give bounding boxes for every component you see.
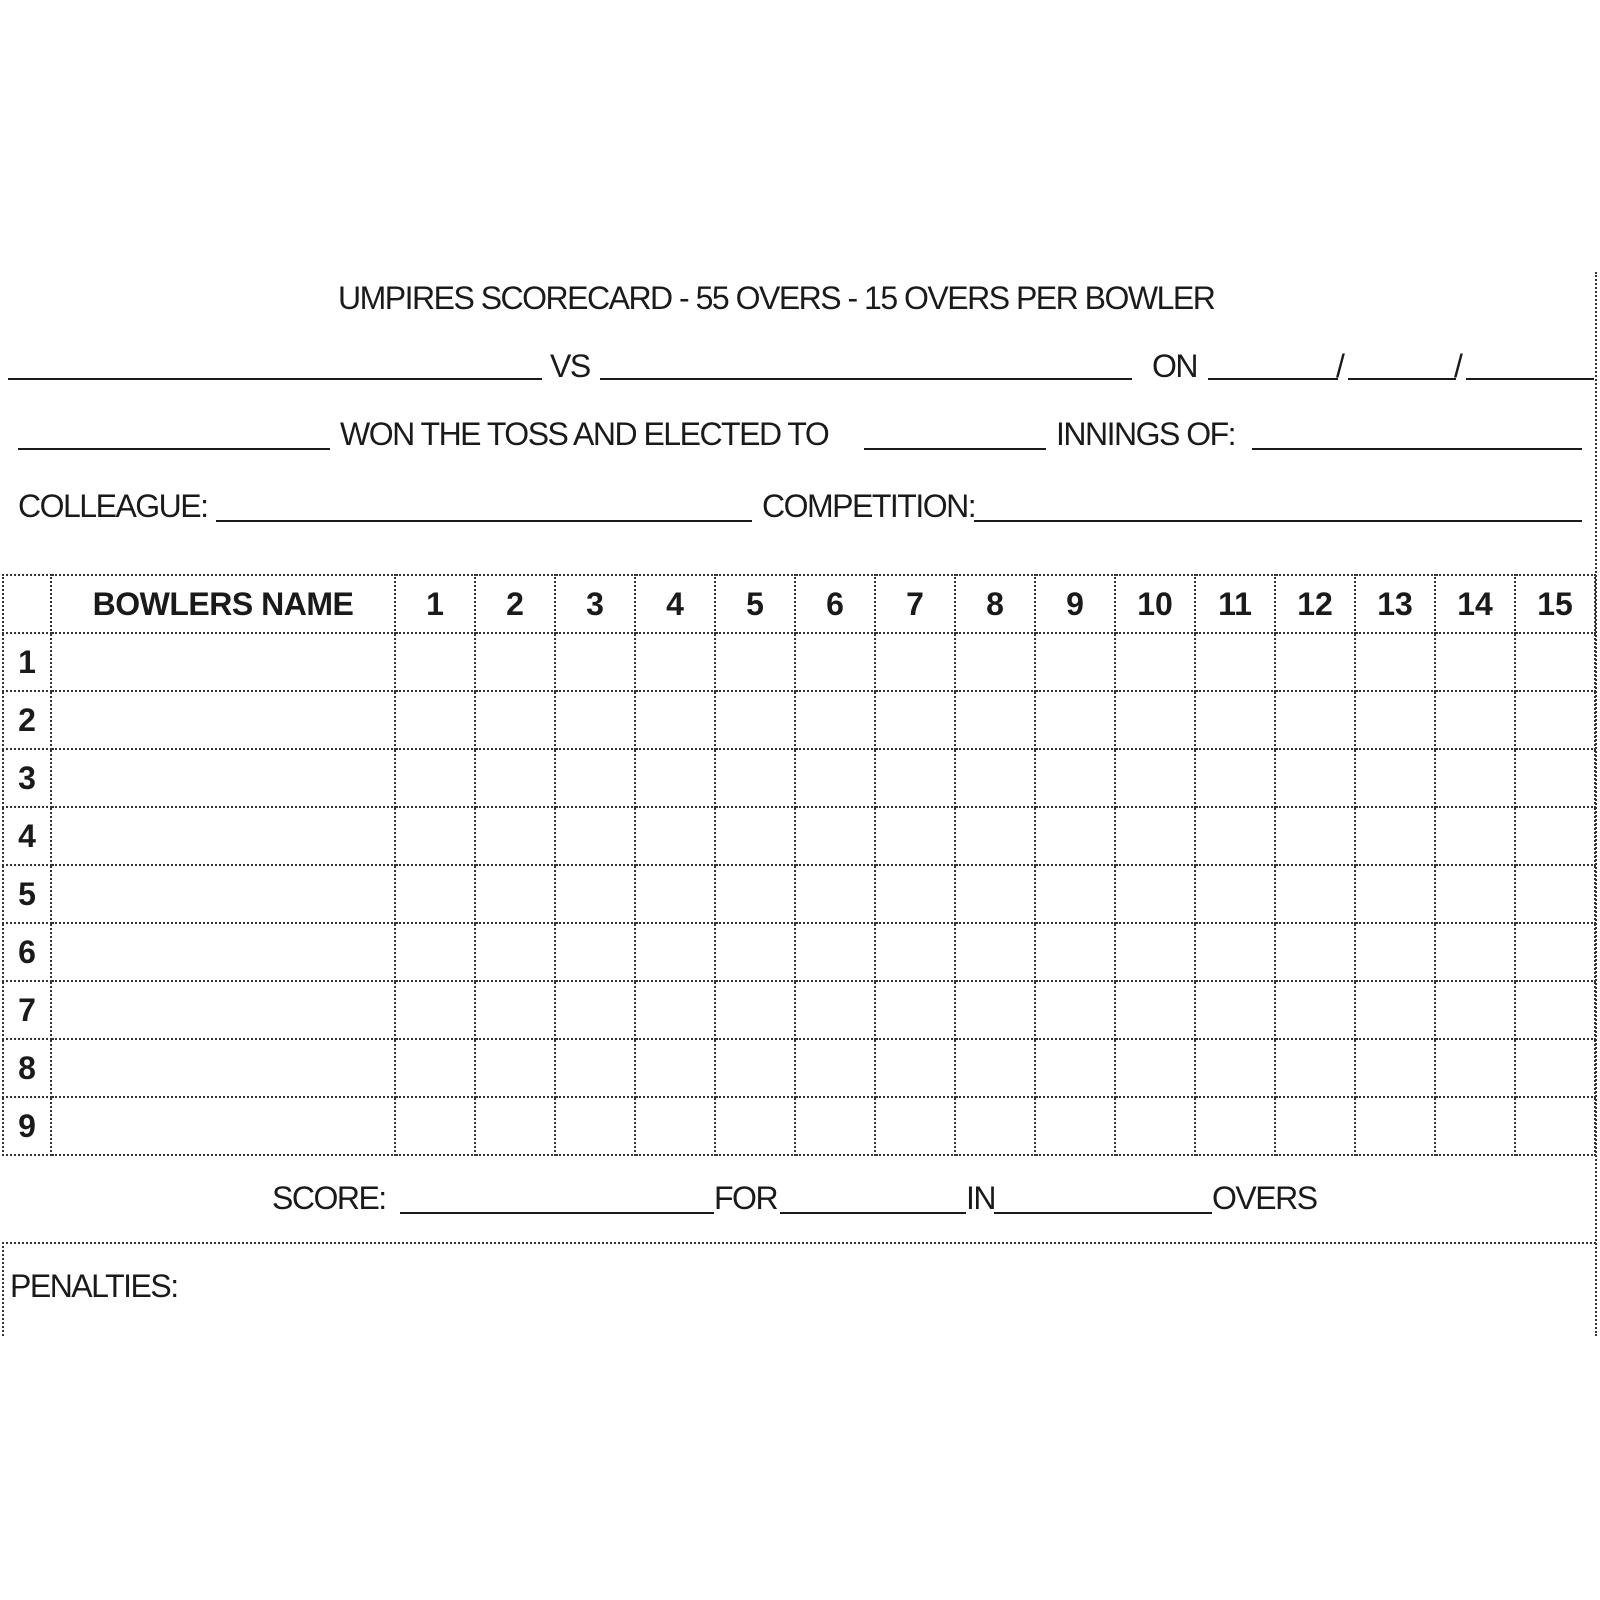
over-cell-6[interactable]: [795, 633, 875, 691]
over-cell-12[interactable]: [1275, 981, 1355, 1039]
over-cell-10[interactable]: [1115, 807, 1195, 865]
over-cell-7[interactable]: [875, 923, 955, 981]
over-cell-15[interactable]: [1515, 749, 1595, 807]
over-cell-4[interactable]: [635, 1039, 715, 1097]
over-cell-8[interactable]: [955, 981, 1035, 1039]
over-cell-4[interactable]: [635, 633, 715, 691]
over-cell-2[interactable]: [475, 1097, 555, 1155]
bowler-name-cell[interactable]: [51, 691, 395, 749]
score-label: SCORE:: [272, 1180, 386, 1216]
bowler-name-cell[interactable]: [51, 1039, 395, 1097]
over-cell-2[interactable]: [475, 691, 555, 749]
over-cell-15[interactable]: [1515, 923, 1595, 981]
row-number: 8: [3, 1039, 51, 1097]
over-cell-12[interactable]: [1275, 633, 1355, 691]
over-header-13: 13: [1355, 575, 1435, 633]
over-cell-11[interactable]: [1195, 1039, 1275, 1097]
over-cell-10[interactable]: [1115, 633, 1195, 691]
over-cell-5[interactable]: [715, 1039, 795, 1097]
over-cell-6[interactable]: [795, 923, 875, 981]
over-header-8: 8: [955, 575, 1035, 633]
table-row: [3, 691, 1595, 749]
over-cell-9[interactable]: [1035, 1039, 1115, 1097]
over-cell-13[interactable]: [1355, 749, 1435, 807]
over-cell-1[interactable]: [395, 865, 475, 923]
over-cell-11[interactable]: [1195, 1097, 1275, 1155]
over-cell-6[interactable]: [795, 865, 875, 923]
over-cell-4[interactable]: [635, 691, 715, 749]
over-cell-9[interactable]: [1035, 981, 1115, 1039]
over-cell-14[interactable]: [1435, 633, 1515, 691]
over-cell-3[interactable]: [555, 981, 635, 1039]
table-row: [3, 1097, 1595, 1155]
over-cell-12[interactable]: [1275, 749, 1355, 807]
over-cell-5[interactable]: [715, 923, 795, 981]
colleague-label: COLLEAGUE:: [18, 488, 208, 524]
row-number: 4: [3, 807, 51, 865]
row-number: 3: [3, 749, 51, 807]
table-header-row: [3, 575, 1595, 633]
over-cell-5[interactable]: [715, 691, 795, 749]
over-cell-13[interactable]: [1355, 923, 1435, 981]
table-row: [3, 1039, 1595, 1097]
over-cell-14[interactable]: [1435, 981, 1515, 1039]
over-cell-6[interactable]: [795, 749, 875, 807]
table-row: [3, 807, 1595, 865]
over-cell-8[interactable]: [955, 633, 1035, 691]
vs-label: VS: [550, 348, 590, 384]
over-header-9: 9: [1035, 575, 1115, 633]
over-cell-7[interactable]: [875, 691, 955, 749]
over-header-7: 7: [875, 575, 955, 633]
over-cell-9[interactable]: [1035, 865, 1115, 923]
over-cell-3[interactable]: [555, 865, 635, 923]
innings-of-label: INNINGS OF:: [1056, 416, 1236, 452]
competition-label: COMPETITION:: [762, 488, 976, 524]
bowler-name-cell[interactable]: [51, 923, 395, 981]
over-cell-12[interactable]: [1275, 923, 1355, 981]
row-number: 7: [3, 981, 51, 1039]
over-header-2: 2: [475, 575, 555, 633]
table-row: [3, 981, 1595, 1039]
over-cell-2[interactable]: [475, 749, 555, 807]
toss-winner-field[interactable]: [18, 448, 330, 450]
over-cell-14[interactable]: [1435, 1039, 1515, 1097]
over-cell-8[interactable]: [955, 1097, 1035, 1155]
over-cell-1[interactable]: [395, 1039, 475, 1097]
in-label: IN: [966, 1180, 995, 1216]
over-cell-1[interactable]: [395, 691, 475, 749]
over-cell-3[interactable]: [555, 923, 635, 981]
over-cell-9[interactable]: [1035, 923, 1115, 981]
over-cell-5[interactable]: [715, 981, 795, 1039]
over-cell-3[interactable]: [555, 691, 635, 749]
over-cell-14[interactable]: [1435, 1097, 1515, 1155]
over-cell-3[interactable]: [555, 1039, 635, 1097]
over-cell-9[interactable]: [1035, 691, 1115, 749]
over-cell-6[interactable]: [795, 1097, 875, 1155]
over-header-15: 15: [1515, 575, 1595, 633]
over-cell-10[interactable]: [1115, 981, 1195, 1039]
over-cell-12[interactable]: [1275, 1039, 1355, 1097]
over-cell-14[interactable]: [1435, 923, 1515, 981]
over-cell-11[interactable]: [1195, 691, 1275, 749]
over-header-3: 3: [555, 575, 635, 633]
over-cell-2[interactable]: [475, 865, 555, 923]
row-number: 5: [3, 865, 51, 923]
over-cell-6[interactable]: [795, 691, 875, 749]
penalties-label: PENALTIES:: [10, 1268, 178, 1304]
scorecard-title: UMPIRES SCORECARD - 55 OVERS - 15 OVERS PER BOWLER: [338, 280, 1215, 316]
date-month-field[interactable]: [1348, 378, 1456, 380]
over-cell-7[interactable]: [875, 807, 955, 865]
over-cell-13[interactable]: [1355, 981, 1435, 1039]
over-cell-14[interactable]: [1435, 691, 1515, 749]
over-cell-2[interactable]: [475, 633, 555, 691]
score-field[interactable]: [400, 1212, 714, 1214]
over-cell-6[interactable]: [795, 1039, 875, 1097]
over-cell-5[interactable]: [715, 865, 795, 923]
over-cell-1[interactable]: [395, 923, 475, 981]
over-header-12: 12: [1275, 575, 1355, 633]
competition-field[interactable]: [974, 520, 1582, 522]
over-cell-8[interactable]: [955, 749, 1035, 807]
overs-label: OVERS: [1212, 1180, 1317, 1216]
over-cell-2[interactable]: [475, 981, 555, 1039]
won-toss-label: WON THE TOSS AND ELECTED TO: [340, 416, 829, 452]
over-cell-13[interactable]: [1355, 691, 1435, 749]
table-row: [3, 865, 1595, 923]
over-cell-3[interactable]: [555, 633, 635, 691]
over-cell-8[interactable]: [955, 923, 1035, 981]
over-cell-9[interactable]: [1035, 807, 1115, 865]
for-label: FOR: [714, 1180, 778, 1216]
over-header-5: 5: [715, 575, 795, 633]
date-slash-2: /: [1454, 348, 1462, 384]
over-cell-10[interactable]: [1115, 691, 1195, 749]
penalties-top-border: [2, 1242, 1596, 1244]
over-cell-5[interactable]: [715, 807, 795, 865]
over-cell-2[interactable]: [475, 1039, 555, 1097]
table-row: [3, 633, 1595, 691]
over-cell-3[interactable]: [555, 1097, 635, 1155]
bowlers-name-header: BOWLERS NAME: [51, 575, 395, 633]
colleague-field[interactable]: [216, 520, 752, 522]
over-cell-5[interactable]: [715, 1097, 795, 1155]
over-cell-3[interactable]: [555, 749, 635, 807]
over-cell-12[interactable]: [1275, 691, 1355, 749]
over-cell-1[interactable]: [395, 1097, 475, 1155]
over-cell-10[interactable]: [1115, 923, 1195, 981]
row-number: 1: [3, 633, 51, 691]
over-cell-11[interactable]: [1195, 981, 1275, 1039]
over-header-4: 4: [635, 575, 715, 633]
bowler-name-cell[interactable]: [51, 1097, 395, 1155]
over-cell-11[interactable]: [1195, 865, 1275, 923]
over-cell-1[interactable]: [395, 981, 475, 1039]
bowler-name-cell[interactable]: [51, 865, 395, 923]
on-label: ON: [1152, 348, 1197, 384]
over-cell-13[interactable]: [1355, 633, 1435, 691]
bowler-name-cell[interactable]: [51, 807, 395, 865]
row-number: 6: [3, 923, 51, 981]
over-cell-5[interactable]: [715, 749, 795, 807]
over-cell-15[interactable]: [1515, 807, 1595, 865]
over-cell-4[interactable]: [635, 1097, 715, 1155]
over-cell-13[interactable]: [1355, 807, 1435, 865]
over-cell-15[interactable]: [1515, 1097, 1595, 1155]
over-cell-7[interactable]: [875, 981, 955, 1039]
over-cell-6[interactable]: [795, 807, 875, 865]
over-cell-8[interactable]: [955, 1039, 1035, 1097]
over-cell-10[interactable]: [1115, 865, 1195, 923]
date-year-field[interactable]: [1466, 378, 1594, 380]
over-cell-14[interactable]: [1435, 749, 1515, 807]
over-cell-14[interactable]: [1435, 807, 1515, 865]
elected-choice-field[interactable]: [864, 448, 1046, 450]
over-cell-10[interactable]: [1115, 1039, 1195, 1097]
bowler-name-cell[interactable]: [51, 981, 395, 1039]
over-cell-6[interactable]: [795, 981, 875, 1039]
innings-of-field[interactable]: [1252, 448, 1582, 450]
over-header-1: 1: [395, 575, 475, 633]
over-cell-1[interactable]: [395, 749, 475, 807]
overs-field[interactable]: [994, 1212, 1212, 1214]
over-cell-12[interactable]: [1275, 1097, 1355, 1155]
over-cell-7[interactable]: [875, 749, 955, 807]
over-cell-8[interactable]: [955, 807, 1035, 865]
over-header-11: 11: [1195, 575, 1275, 633]
over-cell-11[interactable]: [1195, 807, 1275, 865]
bowler-name-cell[interactable]: [51, 749, 395, 807]
over-cell-4[interactable]: [635, 749, 715, 807]
over-cell-7[interactable]: [875, 633, 955, 691]
over-cell-1[interactable]: [395, 633, 475, 691]
over-cell-4[interactable]: [635, 807, 715, 865]
over-cell-2[interactable]: [475, 807, 555, 865]
row-number: 2: [3, 691, 51, 749]
over-cell-10[interactable]: [1115, 749, 1195, 807]
over-header-10: 10: [1115, 575, 1195, 633]
wickets-field[interactable]: [780, 1212, 966, 1214]
date-slash-1: /: [1336, 348, 1344, 384]
over-cell-9[interactable]: [1035, 633, 1115, 691]
over-cell-12[interactable]: [1275, 807, 1355, 865]
over-header-6: 6: [795, 575, 875, 633]
over-cell-15[interactable]: [1515, 981, 1595, 1039]
over-cell-8[interactable]: [955, 691, 1035, 749]
over-cell-7[interactable]: [875, 1097, 955, 1155]
over-cell-13[interactable]: [1355, 1097, 1435, 1155]
over-header-14: 14: [1435, 575, 1515, 633]
over-cell-1[interactable]: [395, 807, 475, 865]
over-cell-5[interactable]: [715, 633, 795, 691]
bowlers-table: [2, 574, 1596, 1156]
over-cell-15[interactable]: [1515, 691, 1595, 749]
row-number-header: [3, 575, 51, 633]
date-day-field[interactable]: [1208, 378, 1338, 380]
over-cell-12[interactable]: [1275, 865, 1355, 923]
table-row: [3, 749, 1595, 807]
over-cell-15[interactable]: [1515, 633, 1595, 691]
row-number: 9: [3, 1097, 51, 1155]
over-cell-7[interactable]: [875, 865, 955, 923]
over-cell-4[interactable]: [635, 981, 715, 1039]
over-cell-11[interactable]: [1195, 633, 1275, 691]
over-cell-15[interactable]: [1515, 1039, 1595, 1097]
over-cell-13[interactable]: [1355, 865, 1435, 923]
over-cell-11[interactable]: [1195, 749, 1275, 807]
table-row: [3, 923, 1595, 981]
over-cell-9[interactable]: [1035, 749, 1115, 807]
team-two-field[interactable]: [600, 378, 1132, 380]
over-cell-2[interactable]: [475, 923, 555, 981]
over-cell-7[interactable]: [875, 1039, 955, 1097]
over-cell-14[interactable]: [1435, 865, 1515, 923]
over-cell-4[interactable]: [635, 923, 715, 981]
penalties-left-border: [2, 1242, 4, 1336]
over-cell-15[interactable]: [1515, 865, 1595, 923]
over-cell-3[interactable]: [555, 807, 635, 865]
over-cell-10[interactable]: [1115, 1097, 1195, 1155]
over-cell-8[interactable]: [955, 865, 1035, 923]
team-one-field[interactable]: [8, 378, 542, 380]
over-cell-9[interactable]: [1035, 1097, 1115, 1155]
over-cell-11[interactable]: [1195, 923, 1275, 981]
over-cell-4[interactable]: [635, 865, 715, 923]
over-cell-13[interactable]: [1355, 1039, 1435, 1097]
bowler-name-cell[interactable]: [51, 633, 395, 691]
